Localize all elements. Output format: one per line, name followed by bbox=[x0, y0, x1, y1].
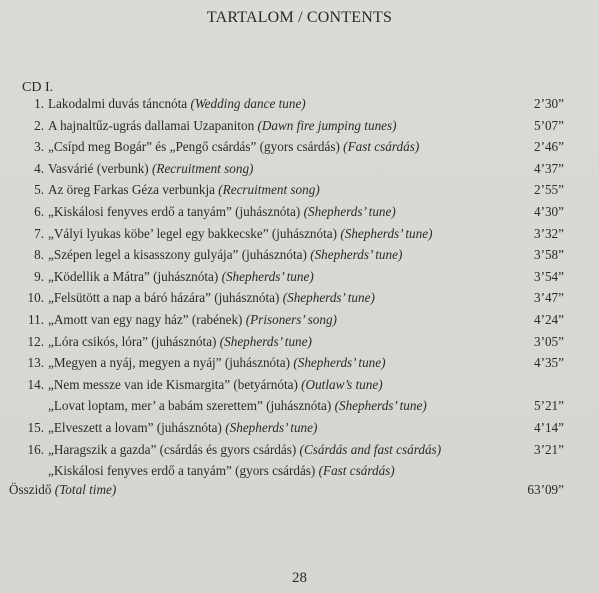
track-title-en: (Outlaw’s tune) bbox=[301, 376, 383, 392]
track-title-en: (Shepherds’ tune) bbox=[310, 247, 403, 263]
track-duration: 4’30” bbox=[533, 204, 564, 219]
track-number: 10. bbox=[27, 290, 44, 306]
track-row bbox=[0, 269, 599, 289]
track-duration: 4’24” bbox=[533, 312, 564, 327]
track-title-en: (Shepherds’ tune) bbox=[221, 268, 314, 284]
track-title bbox=[48, 182, 320, 198]
track-title-hu: „Amott van egy nagy ház” (rabének) bbox=[48, 312, 246, 327]
track-row bbox=[0, 355, 599, 375]
track-number: 11. bbox=[28, 312, 44, 327]
track-title-en: (Wedding dance tune) bbox=[190, 96, 306, 111]
track-row bbox=[0, 442, 599, 462]
track-title-hu: Lakodalmi duvás táncnóta bbox=[48, 96, 191, 111]
track-title-hu: „Csípd meg Bogár” és „Pengő csárdás” (gyors csárdás) bbox=[48, 139, 344, 155]
page-heading: TARTALOM / CONTENTS bbox=[206, 9, 393, 26]
track-number: 12. bbox=[27, 333, 44, 349]
track-number: 14. bbox=[27, 376, 44, 392]
track-title bbox=[48, 204, 396, 220]
track-title-en: (Shepherds’ tune) bbox=[293, 355, 386, 371]
track-row bbox=[0, 161, 599, 181]
track-title bbox=[48, 420, 317, 436]
track-title-en: (Shepherds’ tune) bbox=[282, 290, 375, 306]
track-duration: 2’55” bbox=[533, 182, 564, 198]
track-number: 5. bbox=[34, 182, 44, 198]
track-title-hu: „Nem messze van ide Kismargita” (betyárnóta) bbox=[48, 376, 302, 392]
track-title bbox=[48, 355, 386, 371]
track-title-hu: „Kiskálosi fenyves erdő a tanyám” (juhásznóta) bbox=[48, 204, 304, 219]
track-title-en: (Prisoners’ song) bbox=[245, 312, 337, 327]
track-row bbox=[0, 247, 599, 267]
track-number: 3. bbox=[34, 139, 44, 155]
track-title-hu: „Vályi lyukas köbe’ legel egy bakkecske” (juhásznóta) bbox=[48, 225, 341, 241]
track-title-hu: „Szépen legel a kisasszony gulyája” (juhásznóta) bbox=[48, 247, 311, 263]
track-row bbox=[0, 226, 599, 246]
track-duration: 5’21” bbox=[533, 398, 564, 414]
track-title-hu: „Lóra csikós, lóra” (juhásznóta) bbox=[48, 333, 220, 349]
track-title-en: (Shepherds’ tune) bbox=[340, 225, 433, 241]
track-duration: 5’07” bbox=[533, 117, 564, 133]
track-duration: 4’14” bbox=[533, 420, 564, 435]
track-title bbox=[48, 377, 383, 393]
track-row bbox=[0, 290, 599, 310]
track-title-hu: „Kiskálosi fenyves erdő a tanyám” (gyors csárdás) bbox=[48, 463, 319, 479]
cd-label: CD I. bbox=[22, 80, 54, 95]
track-row bbox=[0, 463, 599, 483]
track-number: 4. bbox=[34, 160, 44, 176]
track-title-hu: „Ködellik a Mátra” (juhásznóta) bbox=[48, 268, 222, 284]
total-duration: 63’09” bbox=[527, 482, 564, 497]
track-title-en: (Csárdás and fast csárdás) bbox=[299, 441, 442, 457]
track-duration: 4’37” bbox=[533, 160, 564, 176]
track-title bbox=[48, 118, 397, 134]
track-duration: 3’58” bbox=[533, 247, 564, 263]
track-row bbox=[0, 334, 599, 354]
total-label bbox=[9, 482, 116, 498]
track-row bbox=[0, 139, 599, 159]
track-title bbox=[48, 96, 306, 112]
track-title-en: (Shepherds’ tune) bbox=[334, 398, 427, 414]
track-number: 15. bbox=[27, 420, 44, 435]
track-title-hu: „Megyen a nyáj, megyen a nyáj” (juhásznóta) bbox=[48, 355, 294, 371]
total-label-hu: Összidő bbox=[9, 482, 55, 497]
track-row bbox=[0, 96, 599, 116]
track-number: 2. bbox=[34, 117, 44, 133]
track-title-hu: „Elveszett a lovam” (juhásznóta) bbox=[48, 420, 226, 435]
track-title bbox=[48, 334, 312, 350]
track-number: 6. bbox=[34, 204, 44, 219]
track-title bbox=[48, 226, 433, 242]
track-title bbox=[48, 161, 253, 177]
page-number: 28 bbox=[292, 570, 307, 586]
track-title-hu: Vasvárié (verbunk) bbox=[48, 160, 152, 176]
track-row bbox=[0, 420, 599, 440]
track-number: 13. bbox=[27, 355, 44, 371]
track-title bbox=[48, 442, 441, 458]
track-title bbox=[48, 398, 427, 414]
track-row bbox=[0, 377, 599, 397]
track-title-en: (Dawn fire jumping tunes) bbox=[257, 117, 397, 133]
track-duration: 3’54” bbox=[533, 268, 564, 284]
track-title-en: (Shepherds’ tune) bbox=[303, 204, 396, 219]
track-duration: 3’21” bbox=[533, 441, 564, 457]
track-title-hu: „Lovat loptam, mer’ a babám szerettem” (juhásznóta) bbox=[48, 398, 335, 414]
track-duration: 3’05” bbox=[533, 333, 564, 349]
track-duration: 3’32” bbox=[533, 225, 564, 241]
track-title-hu: „Haragszik a gazda” (csárdás és gyors csárdás) bbox=[48, 441, 300, 457]
track-title-en: (Shepherds’ tune) bbox=[225, 420, 318, 435]
track-number: 7. bbox=[34, 225, 44, 241]
track-number: 8. bbox=[34, 247, 44, 263]
track-title bbox=[48, 312, 337, 328]
track-title bbox=[48, 139, 419, 155]
track-duration: 4’35” bbox=[533, 355, 564, 371]
track-title-en: (Recruitment song) bbox=[218, 182, 320, 198]
track-title bbox=[48, 269, 314, 285]
track-title-en: (Recruitment song) bbox=[152, 160, 254, 176]
total-row bbox=[0, 482, 599, 502]
track-title-en: (Fast csárdás) bbox=[318, 463, 395, 479]
total-label-en: (Total time) bbox=[54, 482, 117, 497]
track-row bbox=[0, 204, 599, 224]
track-duration: 2’46” bbox=[533, 139, 564, 155]
track-title-hu: A hajnaltűz-ugrás dallamai Uzapaniton bbox=[48, 117, 258, 133]
track-title bbox=[48, 290, 375, 306]
track-title bbox=[48, 463, 395, 479]
track-number: 9. bbox=[34, 268, 44, 284]
track-title-hu: Az öreg Farkas Géza verbunkja bbox=[48, 182, 219, 198]
track-duration: 3’47” bbox=[533, 290, 564, 306]
track-title-hu: „Felsütött a nap a báró házára” (juhásznóta) bbox=[48, 290, 283, 306]
track-title bbox=[48, 247, 402, 263]
track-number: 16. bbox=[27, 441, 44, 457]
track-title-en: (Fast csárdás) bbox=[343, 139, 420, 155]
track-row bbox=[0, 312, 599, 332]
track-duration: 2’30” bbox=[533, 96, 564, 111]
track-title-en: (Shepherds’ tune) bbox=[219, 333, 312, 349]
track-number: 1. bbox=[34, 96, 44, 111]
track-row bbox=[0, 398, 599, 418]
track-row bbox=[0, 182, 599, 202]
track-row bbox=[0, 118, 599, 138]
